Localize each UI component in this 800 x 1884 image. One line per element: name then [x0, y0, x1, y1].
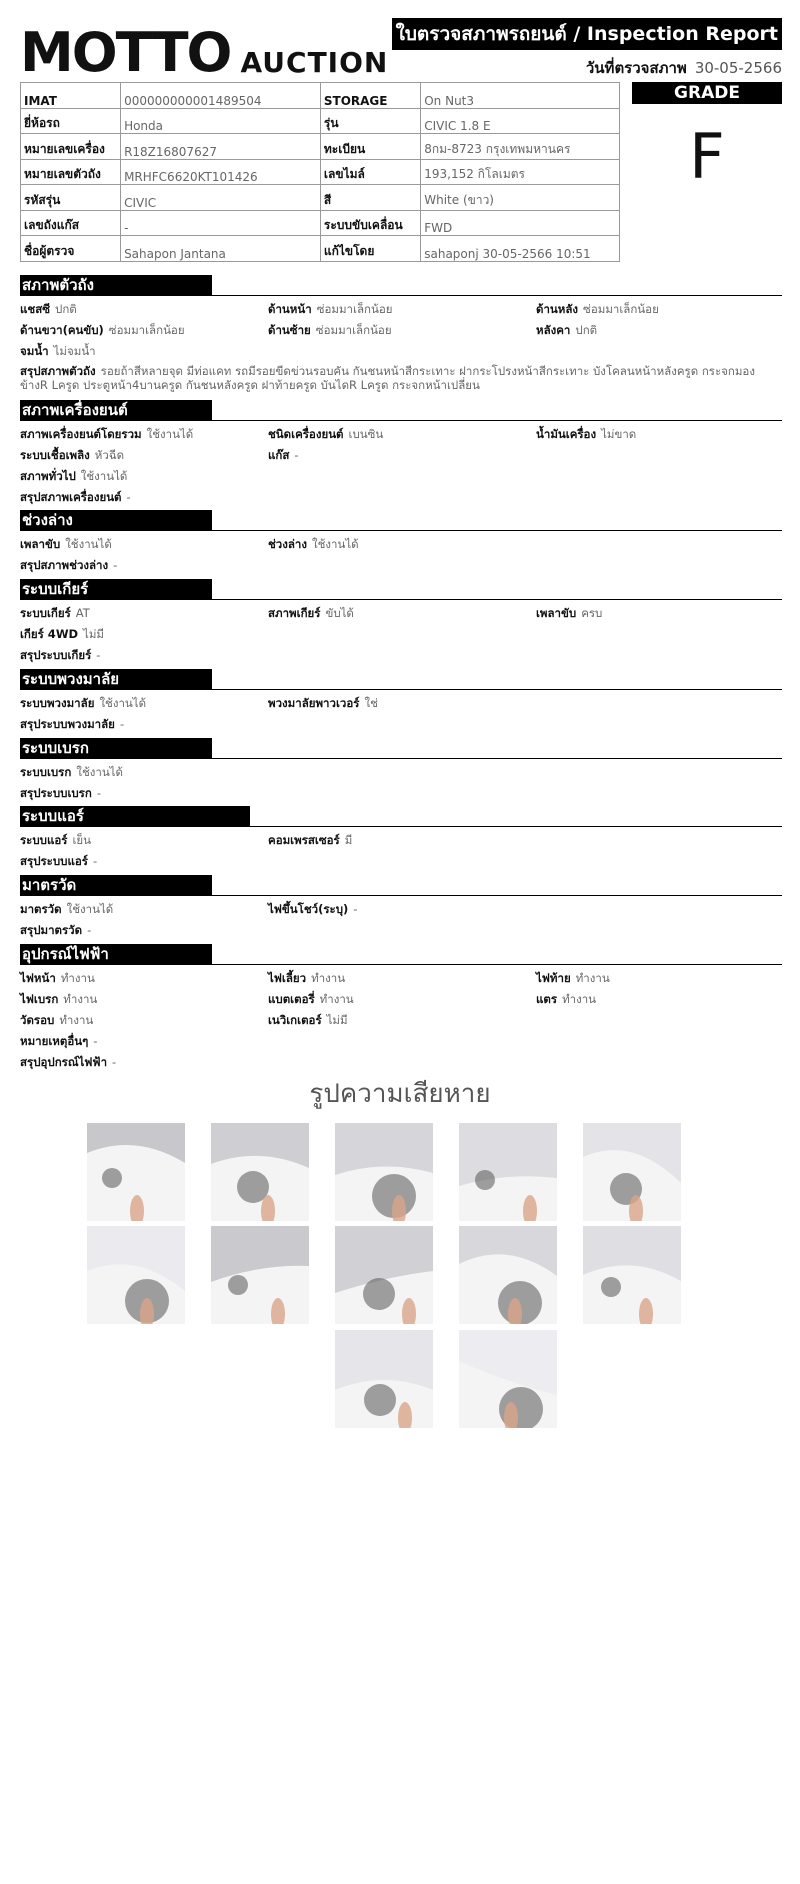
info-value: Honda	[121, 108, 321, 134]
field-label: พวงมาลัยพาวเวอร์	[268, 696, 360, 710]
field-value: หัวฉีด	[94, 448, 125, 462]
field-value: -	[113, 558, 118, 572]
info-key: รหัสรุ่น	[21, 185, 121, 211]
field-label: ด้านหน้า	[268, 302, 312, 316]
damage-photo[interactable]	[335, 1330, 433, 1428]
info-key: รุ่น	[320, 108, 420, 134]
report-title: ใบตรวจสภาพรถยนต์ / Inspection Report	[392, 18, 782, 50]
info-key: ระบบขับเคลื่อน	[320, 210, 420, 236]
section-header	[20, 875, 782, 896]
section-row	[20, 1007, 782, 1028]
section-title: ระบบแอร์	[20, 806, 250, 826]
section-steering	[20, 669, 782, 732]
field-value: ใช้งานได้	[66, 902, 114, 916]
field-label: วัดรอบ	[20, 1013, 55, 1027]
section-row	[20, 917, 782, 938]
field-label: ไฟท้าย	[536, 971, 571, 985]
section-engine	[20, 400, 782, 505]
section-row	[20, 690, 782, 711]
logo-motto: MOTTO	[20, 21, 231, 84]
field-label: สรุปมาตรวัด	[20, 923, 83, 937]
info-value: sahaponj 30-05-2566 10:51	[421, 236, 620, 262]
field-value: -	[353, 902, 358, 916]
field-value: AT	[75, 606, 90, 620]
summary-label: สรุปสภาพตัวถัง	[20, 364, 96, 378]
info-value: MRHFC6620KT101426	[121, 159, 321, 185]
info-value: FWD	[421, 210, 620, 236]
damage-photo[interactable]	[211, 1123, 309, 1221]
section-header	[20, 400, 782, 421]
damage-photos-title: รูปความเสียหาย	[309, 1079, 491, 1109]
field-label: ไฟเบรก	[20, 992, 59, 1006]
field-value: เย็น	[72, 833, 91, 847]
field-label: สรุปสภาพเครื่องยนต์	[20, 490, 122, 504]
summary-text: รอยถ้าสีหลายจุด มีท่อแคท รถมีรอยขีดข่วนรอบคัน กันชนหน้าสีกระเทาะ ฝากระโปรงหน้าสีกระเทาะ บังโคลนหน้าหลังครูด กระจกมองข้างR Lครูด ประตูหน้า4บานครูด กันชนหลังครูด ฝาท้ายครูด บันไดR Lครูด กระจกหน้าเปลี่ยน	[20, 364, 755, 392]
info-key: หมายเลขเครื่อง	[21, 134, 121, 160]
inspection-date-label: วันที่ตรวจสภาพ	[585, 59, 687, 77]
field-value: -	[96, 786, 101, 800]
field-label: หมายเหตุอื่นๆ	[20, 1034, 89, 1048]
section-title: อุปกรณ์ไฟฟ้า	[20, 944, 212, 964]
section-row	[20, 711, 782, 732]
section-title: ระบบเบรก	[20, 738, 212, 758]
field	[20, 557, 117, 575]
field-value: ซ่อมมาเล็กน้อย	[316, 302, 393, 316]
info-row	[21, 185, 620, 211]
field-label: สรุปอุปกรณ์ไฟฟ้า	[20, 1055, 108, 1069]
section-row	[20, 986, 782, 1007]
field-label: ระบบเชื้อเพลิง	[20, 448, 90, 462]
field-label: สรุปสภาพช่วงล่าง	[20, 558, 109, 572]
section-row	[20, 1049, 782, 1070]
field	[20, 853, 97, 871]
field-label: สรุประบบเบรก	[20, 786, 92, 800]
field-label: เกียร์ 4WD	[20, 627, 79, 641]
field-label: น้ำมันเครื่อง	[536, 427, 597, 441]
field	[20, 343, 96, 361]
info-value: CIVIC 1.8 E	[421, 108, 620, 134]
info-key: IMAT	[21, 83, 121, 109]
field-value: ใช้งานได้	[80, 469, 128, 483]
field-label: แก๊ส	[268, 448, 290, 462]
field	[20, 489, 131, 507]
info-row	[21, 159, 620, 185]
field-label: เพลาขับ	[20, 537, 61, 551]
section-header	[20, 579, 782, 600]
field-value: ใช้งานได้	[146, 427, 194, 441]
info-value: 8กม-8723 กรุงเทพมหานคร	[421, 134, 620, 160]
damage-photo[interactable]	[583, 1226, 681, 1324]
field-value: ใช้งานได้	[99, 696, 147, 710]
section-header	[20, 275, 782, 296]
info-key: ทะเบียน	[320, 134, 420, 160]
section-row	[20, 552, 782, 573]
info-key: เลขไมล์	[320, 159, 420, 185]
field-label: สรุประบบพวงมาลัย	[20, 717, 115, 731]
section-title: ระบบเกียร์	[20, 579, 212, 599]
field-label: เนวิเกเตอร์	[268, 1013, 322, 1027]
section-row	[20, 1028, 782, 1049]
info-value: CIVIC	[121, 185, 321, 211]
grade-label: GRADE	[632, 82, 782, 104]
info-row	[21, 210, 620, 236]
field-value: ทำงาน	[575, 971, 610, 985]
field-value: ใช้งานได้	[76, 765, 123, 779]
info-value: R18Z16807627	[121, 134, 321, 160]
body-summary	[20, 359, 782, 392]
info-row	[21, 134, 620, 160]
section-row	[20, 621, 782, 642]
motto-auction-logo	[20, 18, 389, 84]
section-undercarriage	[20, 510, 782, 573]
field-value: ทำงาน	[63, 992, 98, 1006]
section-air	[20, 806, 782, 869]
field-label: เพลาขับ	[536, 606, 577, 620]
damage-photo[interactable]	[87, 1226, 185, 1324]
info-key: ชื่อผู้ตรวจ	[21, 236, 121, 262]
field	[20, 647, 100, 665]
field-value: ทำงาน	[311, 971, 346, 985]
inspection-date-value: 30-05-2566	[694, 59, 782, 77]
section-header	[20, 944, 782, 965]
section-header	[20, 669, 782, 690]
section-title: สภาพตัวถัง	[20, 275, 212, 295]
field-label: แบตเตอรี่	[268, 992, 315, 1006]
field-value: -	[92, 854, 98, 868]
field-value: -	[96, 648, 101, 662]
section-header	[20, 806, 782, 827]
field	[20, 716, 124, 734]
field-value: ทำงาน	[319, 992, 354, 1006]
field-value: ใช้งานได้	[65, 537, 112, 551]
field-value: ทำงาน	[60, 971, 95, 985]
damage-photo[interactable]	[87, 1123, 185, 1221]
field	[20, 785, 101, 803]
section-brake	[20, 738, 782, 801]
field-value: ไม่จมน้ำ	[53, 344, 96, 358]
section-row	[20, 642, 782, 663]
field-label: แชสซี	[20, 302, 51, 316]
field-label: มาตรวัด	[20, 902, 62, 916]
section-row	[20, 759, 782, 780]
section-gauge	[20, 875, 782, 938]
field	[20, 1054, 116, 1072]
field-label: คอมเพรสเซอร์	[268, 833, 340, 847]
field-value: ซ่อมมาเล็กน้อย	[315, 323, 392, 337]
field	[20, 922, 91, 940]
field-label: ไฟขึ้นโชว์(ระบุ)	[268, 902, 349, 916]
section-title: สภาพเครื่องยนต์	[20, 400, 212, 420]
section-row	[20, 296, 782, 317]
field-label: สรุประบบเกียร์	[20, 648, 92, 662]
section-row	[20, 442, 782, 463]
info-row	[21, 108, 620, 134]
field-label: สภาพเกียร์	[268, 606, 321, 620]
section-row	[20, 338, 782, 359]
field-label: ระบบแอร์	[20, 833, 68, 847]
field-value: -	[87, 923, 92, 937]
section-row	[20, 827, 782, 848]
section-header	[20, 738, 782, 759]
field-value: -	[126, 490, 131, 504]
section-row	[20, 317, 782, 338]
section-row	[20, 463, 782, 484]
section-title: ระบบพวงมาลัย	[20, 669, 212, 689]
section-row	[20, 965, 782, 986]
info-value: On Nut3	[421, 83, 620, 109]
field-value: ครบ	[581, 606, 603, 620]
info-row	[21, 236, 620, 262]
field-value: -	[119, 717, 125, 731]
field-value: ซ่อมมาเล็กน้อย	[583, 302, 659, 316]
field-label: ไฟหน้า	[20, 971, 56, 985]
damage-photo[interactable]	[583, 1123, 681, 1221]
field-label: แตร	[536, 992, 558, 1006]
damage-photo[interactable]	[459, 1330, 557, 1428]
info-key: แก้ไขโดย	[320, 236, 420, 262]
section-row	[20, 421, 782, 442]
field-value: ปกติ	[55, 302, 77, 316]
field-label: ระบบเกียร์	[20, 606, 71, 620]
field-value: มี	[344, 833, 353, 847]
field-label: สรุประบบแอร์	[20, 854, 88, 868]
section-electric	[20, 944, 782, 1070]
field-label: ด้านหลัง	[536, 302, 579, 316]
damage-photo[interactable]	[459, 1226, 557, 1324]
logo-auction: AUCTION	[240, 46, 389, 79]
section-gear	[20, 579, 782, 663]
section-header	[20, 510, 782, 531]
field-value: ทำงาน	[562, 992, 597, 1006]
field-label: ด้านขวา(คนขับ)	[20, 323, 104, 337]
field-value: ใช่	[364, 696, 378, 710]
info-value: 193,152 กิโลเมตร	[421, 159, 620, 185]
field-value: ใช้งานได้	[312, 537, 359, 551]
info-key: ยี่ห้อรถ	[21, 108, 121, 134]
field-value: เบนซิน	[348, 427, 384, 441]
section-row	[20, 484, 782, 505]
field-label: สภาพทั่วไป	[20, 469, 76, 483]
field-value: ไม่มี	[326, 1013, 348, 1027]
field-label: หลังคา	[536, 323, 571, 337]
field-label: ไฟเลี้ยว	[268, 971, 307, 985]
info-key: เลขถังแก๊ส	[21, 210, 121, 236]
grade-value: F	[689, 120, 725, 193]
damage-photo[interactable]	[459, 1123, 557, 1221]
section-body	[20, 275, 782, 392]
field-value: -	[93, 1034, 98, 1048]
info-value: Sahapon Jantana	[121, 236, 321, 262]
section-row	[20, 531, 782, 552]
section-title: มาตรวัด	[20, 875, 212, 895]
field-value: ทำงาน	[59, 1013, 94, 1027]
info-key: STORAGE	[320, 83, 420, 109]
field-label: จมน้ำ	[20, 344, 49, 358]
field-value: ปกติ	[575, 323, 598, 337]
info-value: White (ขาว)	[421, 185, 620, 211]
field-label: ชนิดเครื่องยนต์	[268, 427, 344, 441]
info-value: -	[121, 210, 321, 236]
field-value: -	[112, 1055, 117, 1069]
field-value: ซ่อมมาเล็กน้อย	[108, 323, 185, 337]
vehicle-info-table	[20, 82, 620, 262]
damage-photo[interactable]	[335, 1123, 433, 1221]
field-label: ระบบพวงมาลัย	[20, 696, 95, 710]
section-title: ช่วงล่าง	[20, 510, 212, 530]
section-row	[20, 780, 782, 801]
field-label: ระบบเบรก	[20, 765, 72, 779]
field-label: ช่วงล่าง	[268, 537, 307, 551]
field-value: ไม่มี	[83, 627, 104, 641]
field-label: ด้านซ้าย	[268, 323, 311, 337]
damage-photo[interactable]	[211, 1226, 309, 1324]
field-label: สภาพเครื่องยนต์โดยรวม	[20, 427, 142, 441]
info-value: 000000000001489504	[121, 83, 321, 109]
field-value: ไม่ขาด	[601, 427, 637, 441]
inspection-date	[586, 56, 782, 80]
field-value: -	[294, 448, 299, 462]
section-row	[20, 848, 782, 869]
info-key: หมายเลขตัวถัง	[21, 159, 121, 185]
field-value: ขับได้	[325, 606, 354, 620]
damage-photo[interactable]	[335, 1226, 433, 1324]
info-row	[21, 83, 620, 109]
section-row	[20, 896, 782, 917]
section-row	[20, 600, 782, 621]
info-key: สี	[320, 185, 420, 211]
